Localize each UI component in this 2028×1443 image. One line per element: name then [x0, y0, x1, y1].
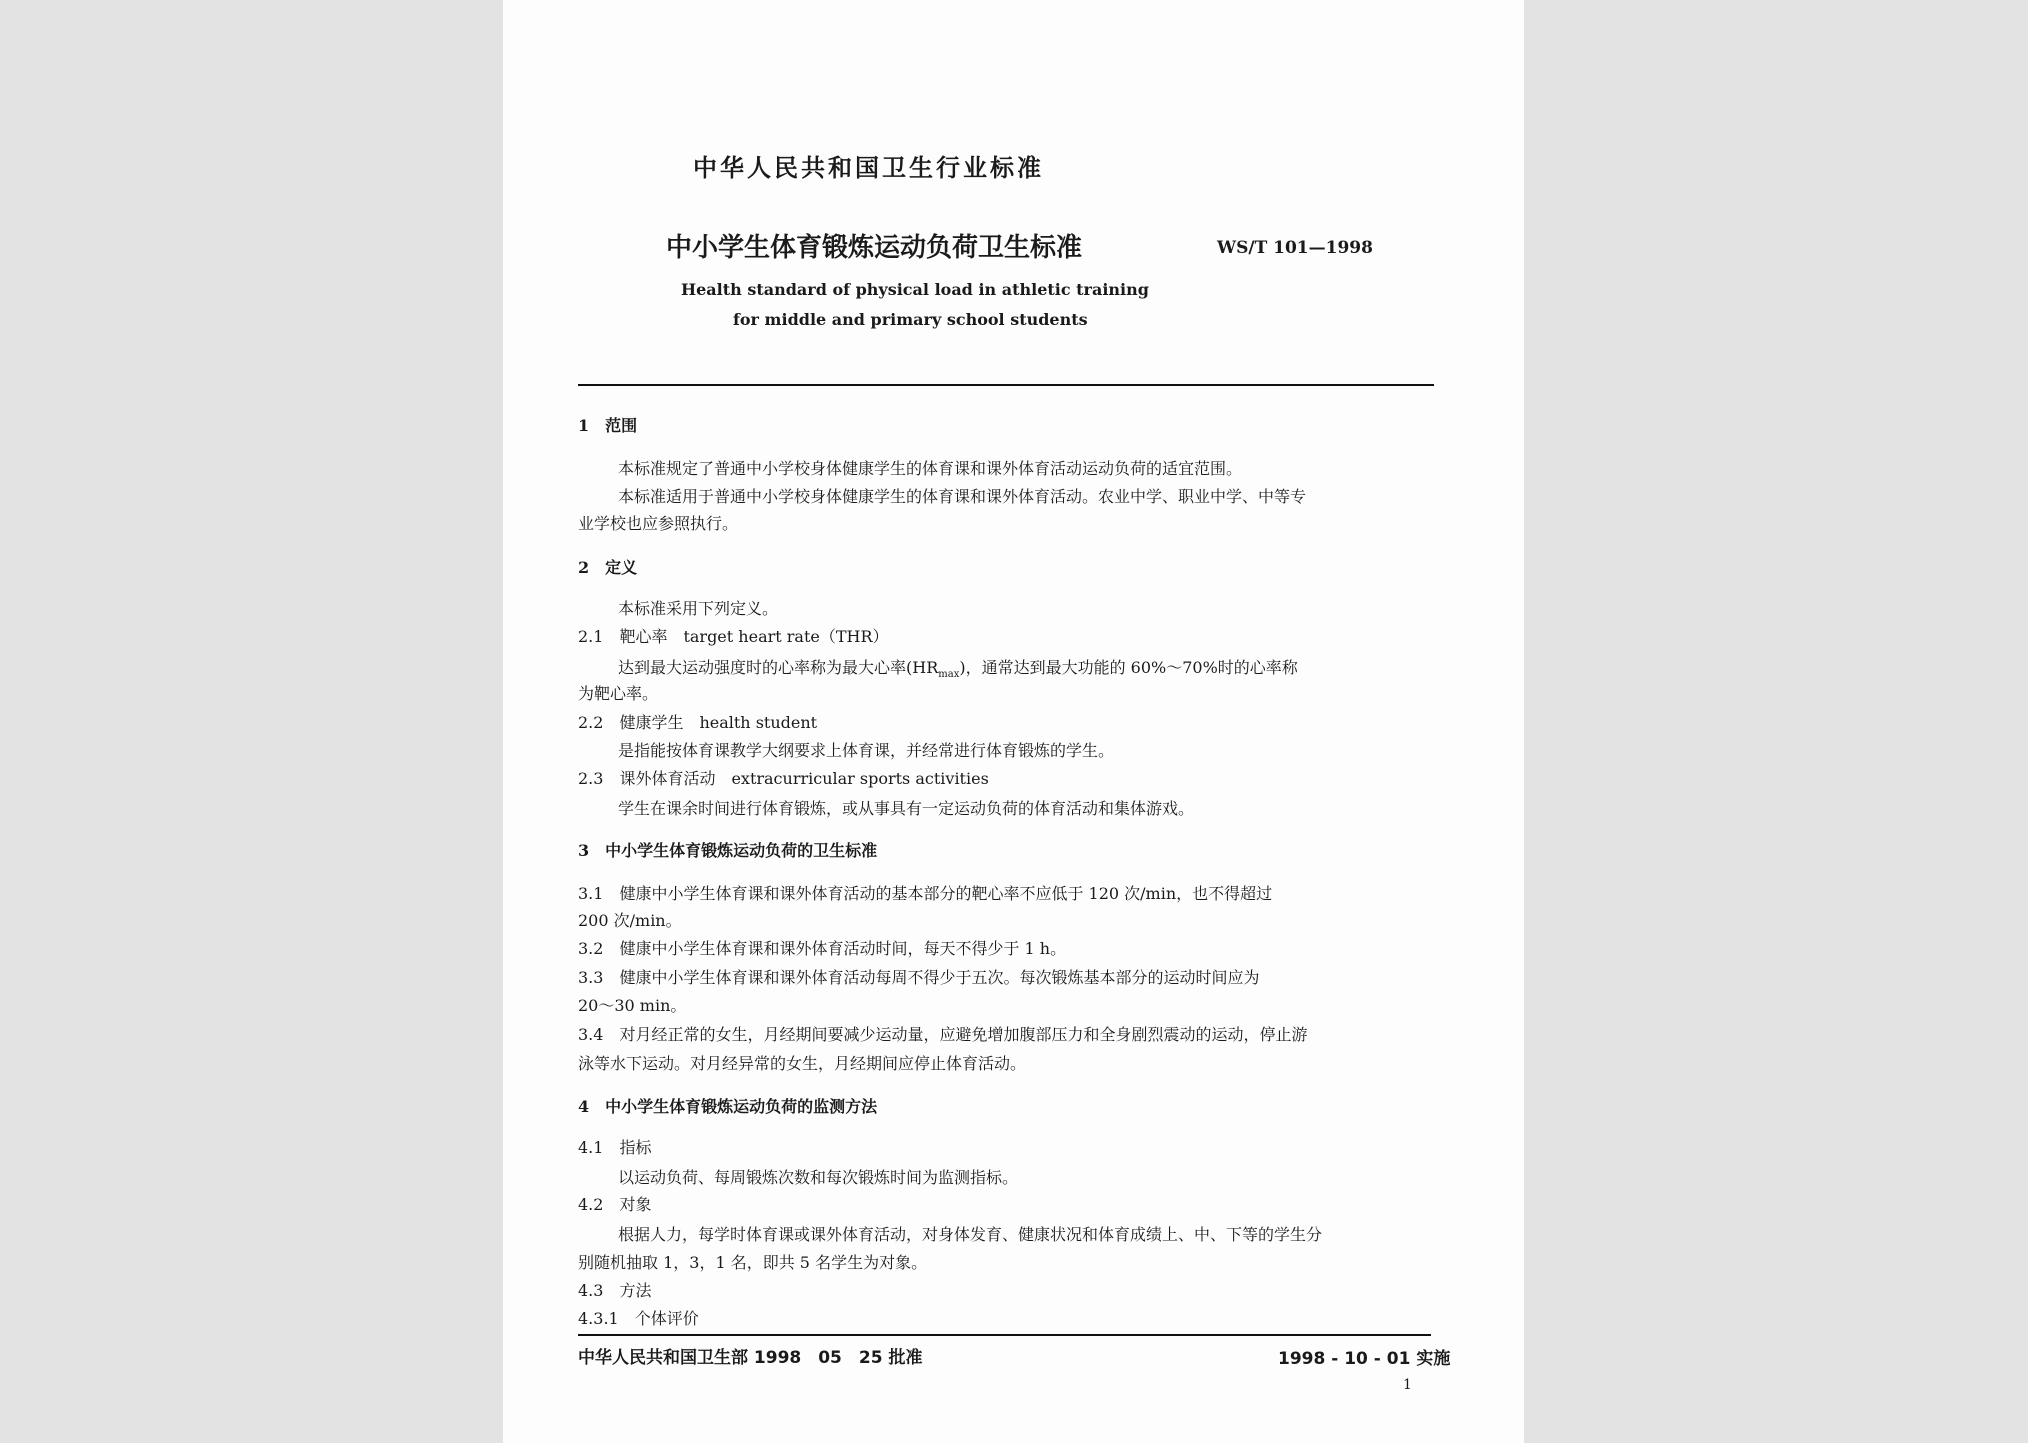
- effective-date: 1998 - 10 - 01 实施: [1278, 1349, 1451, 1369]
- clause-3-4-cont: 泳等水下运动。对月经异常的女生，月经期间应停止体育活动。: [578, 1054, 1027, 1073]
- subsection-individual-evaluation: 4.3.1 个体评价: [578, 1309, 699, 1328]
- clause-3-1: 3.1 健康中小学生体育课和课外体育活动的基本部分的靶心率不应低于 120 次/min，也不得超过: [578, 884, 1273, 903]
- scope-paragraph-2: 本标准适用于普通中小学校身体健康学生的体育课和课外体育活动。农业中学、职业中学、中等专: [618, 487, 1307, 506]
- clause-3-2: 3.2 健康中小学生体育课和课外体育活动时间，每天不得少于 1 h。: [578, 939, 1067, 958]
- definition-term-thr: 2.1 靶心率 target heart rate（THR）: [578, 627, 889, 646]
- definition-text-thr-cont: 为靶心率。: [578, 684, 659, 703]
- section-heading-definitions: 2 定义: [578, 558, 638, 577]
- footer-divider: [578, 1334, 1431, 1336]
- standard-code: WS/T 101—1998: [1217, 238, 1373, 258]
- definitions-intro: 本标准采用下列定义。: [618, 599, 779, 618]
- subjects-text: 根据人力，每学时体育课或课外体育活动，对身体发育、健康状况和体育成绩上、中、下等的学生分: [618, 1225, 1323, 1244]
- document-title-en-line1: Health standard of physical load in athletic training: [681, 280, 1149, 299]
- scope-paragraph-1: 本标准规定了普通中小学校身体健康学生的体育课和课外体育活动运动负荷的适宜范围。: [618, 459, 1243, 478]
- clause-3-3-cont: 20～30 min。: [578, 996, 687, 1015]
- subsection-methods: 4.3 方法: [578, 1281, 652, 1300]
- page-number: 1: [1403, 1377, 1412, 1393]
- definition-term-healthy-student: 2.2 健康学生 health student: [578, 713, 818, 732]
- clause-3-3: 3.3 健康中小学生体育课和课外体育活动每周不得少于五次。每次锻炼基本部分的运动时间应为: [578, 968, 1260, 987]
- definition-text-healthy-student: 是指能按体育课教学大纲要求上体育课，并经常进行体育锻炼的学生。: [618, 741, 1115, 760]
- definition-text-extracurricular: 学生在课余时间进行体育锻炼，或从事具有一定运动负荷的体育活动和集体游戏。: [618, 799, 1195, 818]
- section-heading-standards: 3 中小学生体育锻炼运动负荷的卫生标准: [578, 841, 878, 860]
- approval-line: 中华人民共和国卫生部 1998 05 25 批准: [578, 1348, 923, 1368]
- subjects-text-cont: 别随机抽取 1，3，1 名，即共 5 名学生为对象。: [578, 1253, 928, 1272]
- indicators-text: 以运动负荷、每周锻炼次数和每次锻炼时间为监测指标。: [618, 1168, 1019, 1187]
- subsection-subjects: 4.2 对象: [578, 1195, 652, 1214]
- document-title-cn: 中小学生体育锻炼运动负荷卫生标准: [666, 233, 1083, 263]
- section-heading-scope: 1 范围: [578, 416, 638, 435]
- header-divider: [578, 384, 1434, 386]
- document-page: [503, 0, 1524, 1443]
- section-heading-monitoring: 4 中小学生体育锻炼运动负荷的监测方法: [578, 1097, 878, 1116]
- clause-3-1-cont: 200 次/min。: [578, 911, 682, 930]
- scope-paragraph-2-cont: 业学校也应参照执行。: [578, 514, 739, 533]
- issuing-organization: 中华人民共和国卫生行业标准: [693, 154, 1044, 182]
- definition-term-extracurricular: 2.3 课外体育活动 extracurricular sports activities: [578, 769, 989, 788]
- definition-text-thr: 达到最大运动强度时的心率称为最大心率$(HR_{max})$，通常达到最大功能的 60%～70%时的心率称: [618, 658, 1298, 681]
- document-title-en-line2: for middle and primary school students: [733, 310, 1088, 329]
- subsection-indicators: 4.1 指标: [578, 1138, 652, 1157]
- clause-3-4: 3.4 对月经正常的女生，月经期间要减少运动量，应避免增加腹部压力和全身剧烈震动的运动，停止游: [578, 1025, 1308, 1044]
